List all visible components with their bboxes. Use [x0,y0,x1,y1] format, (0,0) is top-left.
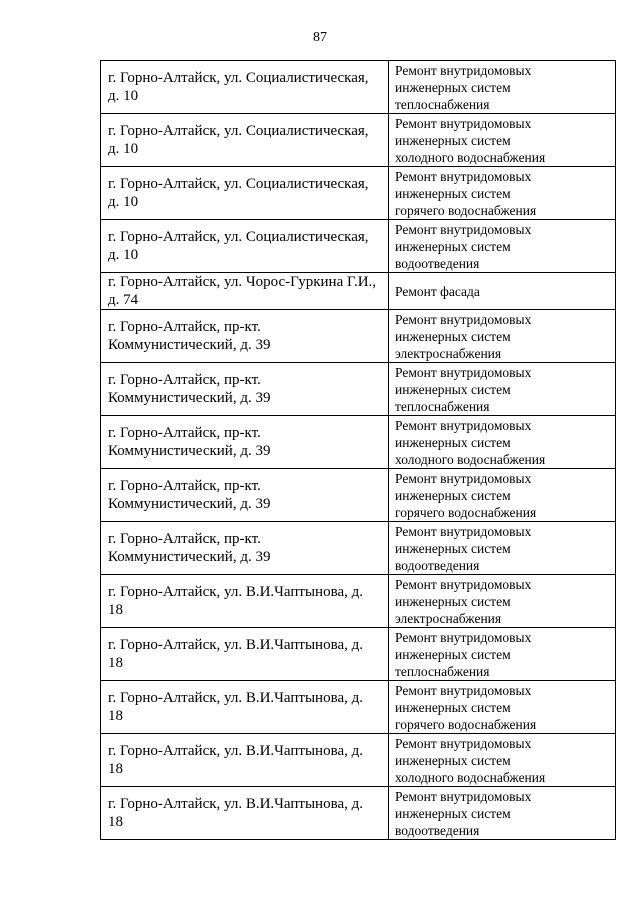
address-cell [101,220,389,273]
work-type-cell [389,273,616,310]
address-text: г. Горно-Алтайск, ул. В.И.Чаптынова, д. 18 [108,690,364,724]
work-type-text: Ремонт внутридомовых инженерных систем теплоснабжения [395,62,532,112]
address-cell [101,628,389,681]
address-text: г. Горно-Алтайск, ул. Чорос-Гуркина Г.И., д. 74 [108,274,377,308]
address-text: г. Горно-Алтайск, пр-кт. Коммунистический, д. 39 [108,478,271,512]
work-type-text: Ремонт внутридомовых инженерных систем горячего водоснабжения [395,168,537,218]
work-type-text: Ремонт внутридомовых инженерных систем горячего водоснабжения [395,682,537,732]
work-type-cell [389,310,616,363]
table-row [101,416,616,469]
work-type-text: Ремонт внутридомовых инженерных систем холодного водоснабжения [395,735,546,785]
works-table-body [101,61,616,840]
address-cell [101,734,389,787]
table-row [101,220,616,273]
address-cell [101,61,389,114]
address-text: г. Горно-Алтайск, ул. Социалистическая, д. 10 [108,176,369,210]
table-row [101,628,616,681]
page-number: 87 [313,30,327,45]
work-type-cell [389,734,616,787]
work-type-cell [389,61,616,114]
work-type-text: Ремонт внутридомовых инженерных систем водоотведения [395,788,532,838]
work-type-cell [389,114,616,167]
address-cell [101,575,389,628]
address-cell [101,310,389,363]
address-cell [101,114,389,167]
address-cell [101,363,389,416]
table-row [101,61,616,114]
address-text: г. Горно-Алтайск, ул. В.И.Чаптынова, д. 18 [108,637,364,671]
work-type-text: Ремонт внутридомовых инженерных систем горячего водоснабжения [395,470,537,520]
work-type-cell [389,167,616,220]
work-type-cell [389,469,616,522]
address-text: г. Горно-Алтайск, пр-кт. Коммунистический, д. 39 [108,319,271,353]
work-type-text: Ремонт внутридомовых инженерных систем холодного водоснабжения [395,115,546,165]
address-text: г. Горно-Алтайск, ул. Социалистическая, д. 10 [108,70,369,104]
address-cell [101,469,389,522]
work-type-cell [389,522,616,575]
address-cell [101,787,389,840]
table-row [101,167,616,220]
work-type-cell [389,575,616,628]
address-text: г. Горно-Алтайск, ул. В.И.Чаптынова, д. 18 [108,796,364,830]
address-cell [101,522,389,575]
address-cell [101,681,389,734]
work-type-cell [389,787,616,840]
table-row [101,734,616,787]
table-row [101,363,616,416]
table-row [101,273,616,310]
table-row [101,114,616,167]
address-text: г. Горно-Алтайск, пр-кт. Коммунистический, д. 39 [108,372,271,406]
address-text: г. Горно-Алтайск, ул. В.И.Чаптынова, д. 18 [108,584,364,618]
work-type-text: Ремонт внутридомовых инженерных систем теплоснабжения [395,629,532,679]
address-text: г. Горно-Алтайск, пр-кт. Коммунистический, д. 39 [108,425,271,459]
table-row [101,310,616,363]
address-text: г. Горно-Алтайск, ул. Социалистическая, д. 10 [108,123,369,157]
address-cell [101,416,389,469]
table-row [101,522,616,575]
work-type-cell [389,363,616,416]
work-type-text: Ремонт внутридомовых инженерных систем теплоснабжения [395,364,532,414]
table-row [101,575,616,628]
address-cell [101,167,389,220]
work-type-text: Ремонт фасада [395,283,480,299]
work-type-cell [389,416,616,469]
address-cell [101,273,389,310]
work-type-text: Ремонт внутридомовых инженерных систем водоотведения [395,523,532,573]
table-row [101,469,616,522]
work-type-text: Ремонт внутридомовых инженерных систем электроснабжения [395,576,532,626]
address-text: г. Горно-Алтайск, пр-кт. Коммунистический, д. 39 [108,531,271,565]
work-type-text: Ремонт внутридомовых инженерных систем холодного водоснабжения [395,417,546,467]
work-type-text: Ремонт внутридомовых инженерных систем электроснабжения [395,311,532,361]
work-type-cell [389,681,616,734]
address-text: г. Горно-Алтайск, ул. В.И.Чаптынова, д. 18 [108,743,364,777]
work-type-cell [389,628,616,681]
address-text: г. Горно-Алтайск, ул. Социалистическая, д. 10 [108,229,369,263]
table-row [101,787,616,840]
work-type-cell [389,220,616,273]
table-row [101,681,616,734]
work-type-text: Ремонт внутридомовых инженерных систем водоотведения [395,221,532,271]
works-table [100,60,616,840]
